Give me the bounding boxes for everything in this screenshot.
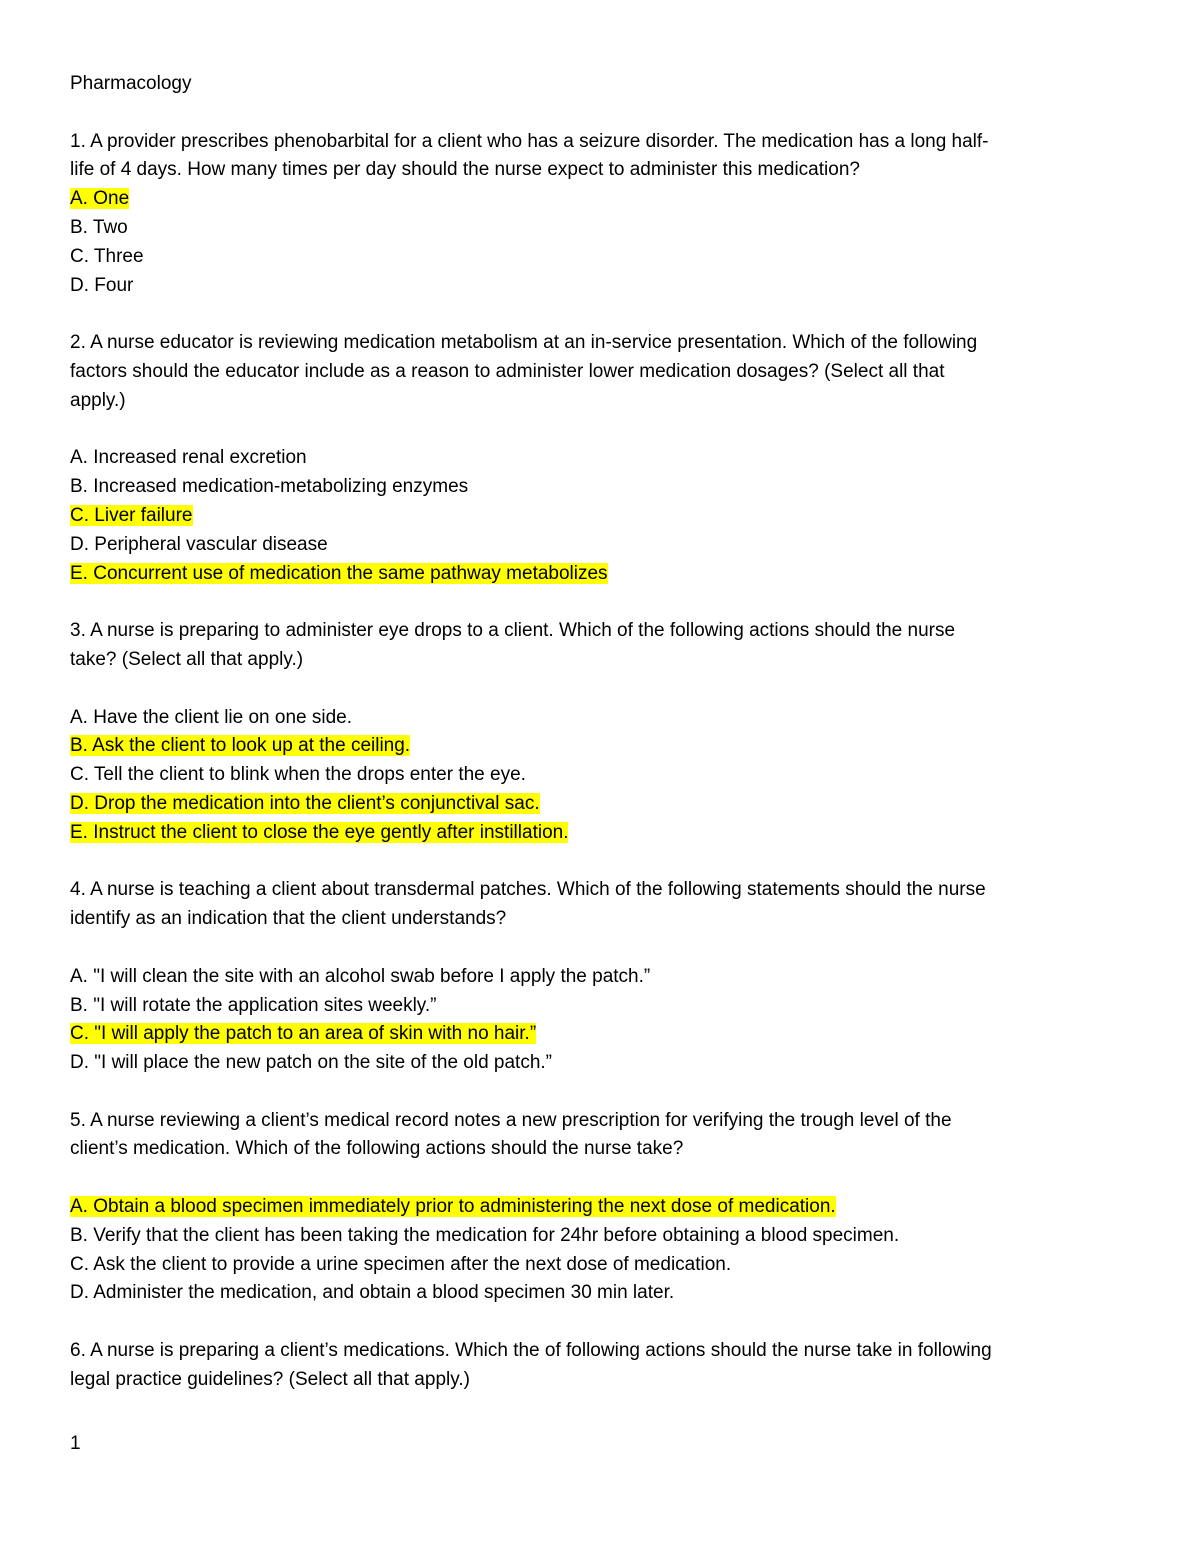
answer-option	[70, 560, 1140, 589]
answer-option-text: B. Increased medication-metabolizing enzymes	[70, 476, 469, 498]
question-stem-line: identify as an indication that the client understands?	[70, 908, 507, 930]
spacer	[70, 675, 1140, 704]
answer-option	[70, 992, 1140, 1021]
answer-option-text: C. Tell the client to blink when the drops enter the eye.	[70, 764, 526, 786]
answer-option-text: C. Three	[70, 245, 144, 267]
question-stem-line: 2. A nurse educator is reviewing medication metabolism at an in-service presentation. Which of the following	[70, 332, 978, 354]
spacer	[70, 934, 1140, 963]
answer-option	[70, 1020, 1140, 1049]
spacer	[70, 848, 1140, 877]
answer-option	[70, 531, 1140, 560]
answer-option	[70, 272, 1140, 301]
answer-option-text: D. Peripheral vascular disease	[70, 533, 328, 555]
answer-option	[70, 963, 1140, 992]
question-3	[70, 617, 1140, 847]
answer-option-text: A. Have the client lie on one side.	[70, 706, 353, 728]
answer-option	[70, 1222, 1140, 1251]
question-6	[70, 1337, 1140, 1395]
question-stem-line: 5. A nurse reviewing a client’s medical record notes a new prescription for verifying the trough level of the	[70, 1109, 952, 1131]
question-stem-line: client’s medication. Which of the following actions should the nurse take?	[70, 1138, 684, 1160]
answer-option	[70, 790, 1140, 819]
document-page	[70, 70, 1140, 1395]
answer-option	[70, 732, 1140, 761]
question-4	[70, 876, 1140, 1078]
answer-option-text: D. Administer the medication, and obtain a blood specimen 30 min later.	[70, 1282, 675, 1304]
answer-option-text: C. "I will apply the patch to an area of skin with no hair.”	[70, 1023, 537, 1045]
answer-option	[70, 473, 1140, 502]
answer-option-text: C. Liver failure	[70, 504, 193, 526]
question-stem-line: life of 4 days. How many times per day should the nurse expect to administer this medication?	[70, 159, 860, 181]
answer-option	[70, 243, 1140, 272]
answer-option	[70, 819, 1140, 848]
answer-option	[70, 444, 1140, 473]
answer-option-text: C. Ask the client to provide a urine specimen after the next dose of medication.	[70, 1253, 732, 1275]
answer-option	[70, 214, 1140, 243]
question-5	[70, 1107, 1140, 1309]
question-stem-line: 6. A nurse is preparing a client’s medications. Which the of following actions should the nurse take in following	[70, 1340, 992, 1362]
answer-option-text: D. Drop the medication into the client’s conjunctival sac.	[70, 792, 540, 814]
page-number: 1	[70, 1433, 81, 1454]
answer-option-text: E. Instruct the client to close the eye gently after instillation.	[70, 821, 569, 843]
question-stem-line: take? (Select all that apply.)	[70, 648, 304, 670]
question-stem-line: 1. A provider prescribes phenobarbital for a client who has a seizure disorder. The medication has a long half-	[70, 130, 989, 152]
document-title: Pharmacology	[70, 73, 192, 94]
answer-option-text: B. "I will rotate the application sites weekly.”	[70, 994, 437, 1016]
answer-option-text: B. Two	[70, 216, 128, 238]
answer-option	[70, 761, 1140, 790]
answer-option-text: A. Increased renal excretion	[70, 447, 307, 469]
question-2	[70, 329, 1140, 588]
answer-option	[70, 1251, 1140, 1280]
question-1	[70, 128, 1140, 301]
spacer	[70, 1078, 1140, 1107]
spacer	[70, 1164, 1140, 1193]
answer-option-text: A. "I will clean the site with an alcohol swab before I apply the patch.”	[70, 965, 651, 987]
question-stem-line: factors should the educator include as a reason to administer lower medication dosages? (Select all that	[70, 360, 945, 382]
question-stem-line: 3. A nurse is preparing to administer eye drops to a client. Which of the following actions should the nurse	[70, 620, 956, 642]
spacer	[70, 1308, 1140, 1337]
answer-option-text: B. Ask the client to look up at the ceiling.	[70, 735, 411, 757]
spacer	[70, 416, 1140, 445]
spacer	[70, 300, 1140, 329]
answer-option	[70, 185, 1140, 214]
answer-option	[70, 1193, 1140, 1222]
question-stem-line: 4. A nurse is teaching a client about transdermal patches. Which of the following statements should the nurse	[70, 879, 986, 901]
answer-option-text: D. Four	[70, 274, 134, 296]
answer-option-text: B. Verify that the client has been taking the medication for 24hr before obtaining a blood specimen.	[70, 1224, 900, 1246]
answer-option-text: A. Obtain a blood specimen immediately prior to administering the next dose of medication.	[70, 1196, 836, 1218]
answer-option	[70, 502, 1140, 531]
spacer	[70, 588, 1140, 617]
spacer	[70, 99, 1140, 128]
answer-option-text: D. "I will place the new patch on the site of the old patch.”	[70, 1052, 553, 1074]
question-stem-line: legal practice guidelines? (Select all that apply.)	[70, 1368, 470, 1390]
answer-option	[70, 1049, 1140, 1078]
answer-option-text: E. Concurrent use of medication the same pathway metabolizes	[70, 562, 608, 584]
question-stem-line: apply.)	[70, 389, 126, 411]
answer-option	[70, 704, 1140, 733]
answer-option-text: A. One	[70, 188, 130, 210]
answer-option	[70, 1279, 1140, 1308]
